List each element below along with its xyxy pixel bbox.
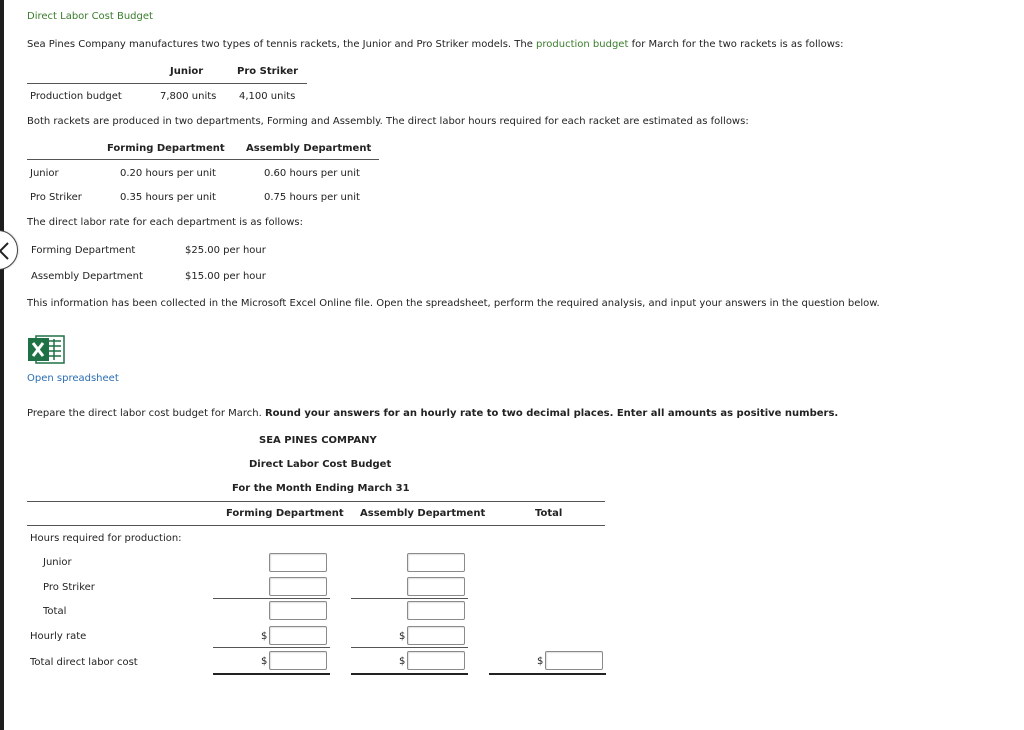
forming-hourly-rate-input[interactable] — [269, 626, 327, 645]
hours-col-forming: Forming Department — [107, 143, 225, 154]
budget-header-rule — [27, 525, 605, 526]
row-junior: Junior — [43, 557, 72, 568]
currency-symbol: $ — [399, 656, 406, 667]
assembly-junior-hours-input[interactable] — [407, 553, 465, 572]
intro-text — [27, 39, 843, 51]
assembly-total-cost-input[interactable] — [407, 651, 465, 670]
hours-header-rule — [27, 159, 379, 160]
currency-symbol: $ — [261, 631, 268, 642]
budget-title: Direct Labor Cost Budget — [249, 459, 392, 470]
forming-cost-rule — [213, 647, 330, 648]
row-total-hours: Total — [43, 606, 67, 617]
assembly-pro-hours-input[interactable] — [407, 577, 465, 596]
prod-row-label: Production budget — [30, 91, 122, 102]
forming-subtotal-rule — [213, 598, 330, 599]
prod-junior-units: 7,800 units — [160, 91, 217, 102]
rate-value: $25.00 per hour — [185, 245, 266, 256]
excel-info: This information has been collected in the Microsoft Excel Online file. Open the spreadsheet, perform the required analysis, and input your answers in the question below. — [27, 298, 880, 309]
prod-header-rule — [27, 83, 307, 84]
hours-assembly-value: 0.60 hours per unit — [264, 168, 360, 179]
prod-col-pro: Pro Striker — [237, 66, 299, 77]
budget-period: For the Month Ending March 31 — [232, 483, 410, 494]
hours-forming-value: 0.35 hours per unit — [120, 192, 216, 203]
assembly-total-hours-input[interactable] — [407, 601, 465, 620]
assembly-double-rule — [351, 673, 468, 675]
open-spreadsheet-link[interactable]: Open spreadsheet — [27, 373, 119, 384]
row-total-cost: Total direct labor cost — [30, 657, 138, 668]
hours-row-label: Junior — [30, 168, 59, 179]
total-cost-input[interactable] — [545, 651, 603, 670]
row-hourly-rate: Hourly rate — [30, 631, 87, 642]
rate-label: Forming Department — [31, 245, 136, 256]
instruction — [27, 408, 838, 420]
row-hours-required: Hours required for production: — [30, 533, 182, 544]
forming-pro-hours-input[interactable] — [269, 577, 327, 596]
prod-pro-units: 4,100 units — [239, 91, 296, 102]
currency-symbol: $ — [261, 656, 268, 667]
rate-intro: The direct labor rate for each department is as follows: — [27, 217, 304, 228]
forming-total-hours-input[interactable] — [269, 601, 327, 620]
col-forming: Forming Department — [226, 508, 344, 519]
currency-symbol: $ — [399, 631, 406, 642]
assembly-hourly-rate-input[interactable] — [407, 626, 465, 645]
col-assembly: Assembly Department — [360, 508, 486, 519]
rate-value: $15.00 per hour — [185, 271, 266, 282]
departments-text: Both rackets are produced in two departments, Forming and Assembly. The direct labor hours required for each racket are estimated as follows: — [27, 116, 749, 127]
company-name: SEA PINES COMPANY — [259, 435, 377, 446]
production-budget-link[interactable]: production budget — [536, 39, 629, 50]
rate-label: Assembly Department — [31, 271, 143, 282]
left-edge-bar — [0, 0, 4, 730]
intro-before: Sea Pines Company manufactures two types of tennis rackets, the Junior and Pro Striker models. The — [27, 39, 537, 50]
forming-double-rule — [213, 673, 330, 675]
forming-junior-hours-input[interactable] — [269, 553, 327, 572]
excel-icon[interactable] — [27, 333, 65, 366]
page-title: Direct Labor Cost Budget — [27, 11, 153, 22]
hours-col-assembly: Assembly Department — [246, 143, 372, 154]
total-double-rule — [489, 673, 606, 675]
prod-col-junior: Junior — [170, 66, 204, 77]
intro-after: for March for the two rackets is as follows: — [628, 39, 844, 50]
budget-top-rule — [27, 501, 605, 502]
chevron-left-icon — [0, 231, 19, 271]
hours-forming-value: 0.20 hours per unit — [120, 168, 216, 179]
col-total: Total — [535, 508, 563, 519]
assembly-subtotal-rule — [351, 598, 468, 599]
currency-symbol: $ — [537, 656, 544, 667]
hours-row-label: Pro Striker — [30, 192, 82, 203]
forming-total-cost-input[interactable] — [269, 651, 327, 670]
instruction-bold: Round your answers for an hourly rate to two decimal places. Enter all amounts as positive numbers. — [264, 408, 839, 419]
back-button[interactable] — [0, 230, 18, 270]
instruction-plain: Prepare the direct labor cost budget for March. — [27, 408, 265, 419]
assembly-cost-rule — [351, 647, 468, 648]
hours-assembly-value: 0.75 hours per unit — [264, 192, 360, 203]
row-pro-striker: Pro Striker — [43, 582, 95, 593]
